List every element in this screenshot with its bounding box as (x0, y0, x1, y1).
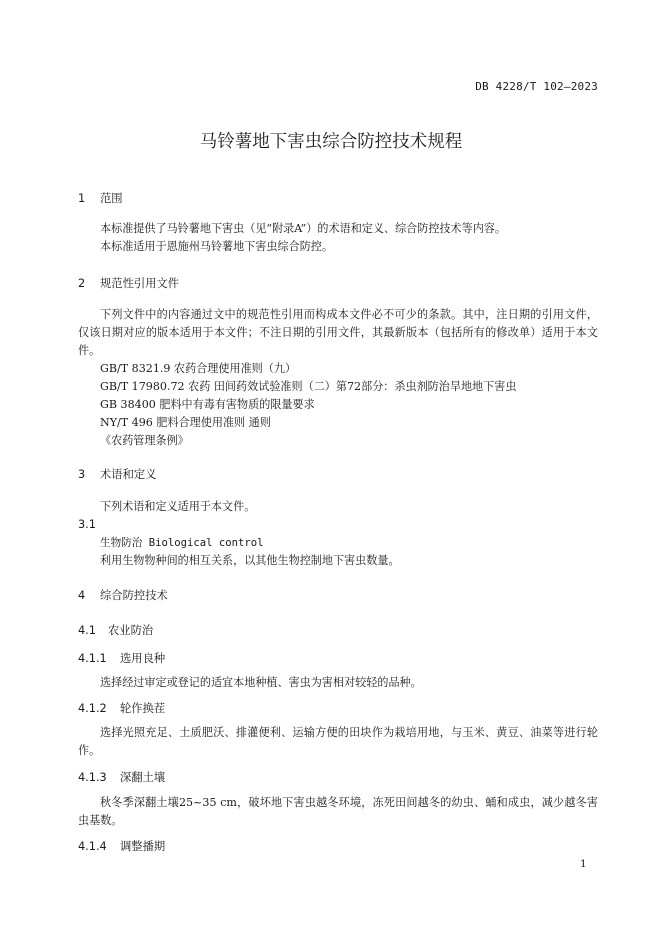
subsection-4-1-4-heading (78, 838, 165, 854)
section-title: 术语和定义 (100, 468, 157, 481)
term-definition: 利用生物物种间的相互关系，以其他生物控制地下害虫数量。 (100, 554, 400, 567)
section-title: 轮作换茬 (120, 702, 166, 715)
document-title: 马铃薯地下害虫综合防控技术规程 (199, 132, 463, 152)
section-title: 选用良种 (120, 652, 166, 665)
reference-item: GB/T 17980.72 农药 田间药效试验准则（二）第72部分：杀虫剂防治旱地地下害虫 (100, 380, 517, 393)
subsection-4-1-1-text: 选择经过审定或登记的适宜本地种植、害虫为害相对较轻的品种。 (100, 676, 422, 689)
section-title: 调整播期 (120, 840, 166, 853)
section-number: 2 (78, 277, 86, 290)
subsection-4-1-3-text: 秋冬季深翻土壤25~35 cm，破坏地下害虫越冬环境，冻死田间越冬的幼虫、蛹和成虫，减少越冬害虫基数。 (78, 796, 598, 827)
section-4-heading (78, 587, 168, 603)
page-number: 1 (580, 858, 587, 870)
term-name: 生物防治 Biological control (100, 537, 264, 549)
section-number: 4.1.2 (78, 702, 107, 715)
document-number: DB 4228/T 102—2023 (475, 80, 598, 93)
subsection-4-1-heading (78, 622, 153, 638)
section-1-paragraph-2: 本标准适用于恩施州马铃薯地下害虫综合防控。 (100, 240, 333, 253)
reference-item: GB 38400 肥料中有毒有害物质的限量要求 (100, 398, 315, 411)
section-number: 3 (78, 468, 86, 481)
section-2-intro: 下列文件中的内容通过文中的规范性引用而构成本文件必不可少的条款。其中，注日期的引用文件，仅该日期对应的版本适用于本文件；不注日期的引用文件，其最新版本（包括所有的修改单）适用于本文件。 (78, 308, 598, 357)
section-title: 综合防控技术 (100, 589, 168, 602)
section-number: 4.1.1 (78, 652, 107, 665)
reference-item: 《农药管理条例》 (100, 434, 189, 447)
section-2-heading (78, 275, 179, 291)
subsection-4-1-2-heading (78, 700, 165, 716)
section-1-paragraph-1: 本标准提供了马铃薯地下害虫（见“附录A”）的术语和定义、综合防控技术等内容。 (100, 222, 507, 235)
section-number: 4.1 (78, 624, 96, 637)
section-number: 1 (78, 192, 86, 205)
reference-item: GB/T 8321.9 农药合理使用准则（九） (100, 362, 297, 375)
section-3-intro: 下列术语和定义适用于本文件。 (100, 500, 256, 513)
reference-item: NY/T 496 肥料合理使用准则 通则 (100, 416, 271, 429)
subsection-4-1-2-text: 选择光照充足、土质肥沃、排灌便利、运输方便的田块作为栽培用地，与玉米、黄豆、油菜等进行轮作。 (78, 726, 598, 757)
section-title: 农业防治 (108, 624, 154, 637)
section-3-heading (78, 466, 157, 482)
section-number: 4.1.3 (78, 771, 107, 784)
subsection-4-1-3-heading (78, 769, 165, 785)
section-title: 规范性引用文件 (100, 277, 180, 290)
section-1-heading (78, 190, 123, 206)
subsection-4-1-1-heading (78, 650, 165, 666)
term-number: 3.1 (78, 518, 96, 531)
section-title: 深翻土壤 (120, 771, 166, 784)
section-number: 4 (78, 589, 86, 602)
section-title: 范围 (100, 192, 123, 205)
section-number: 4.1.4 (78, 840, 107, 853)
